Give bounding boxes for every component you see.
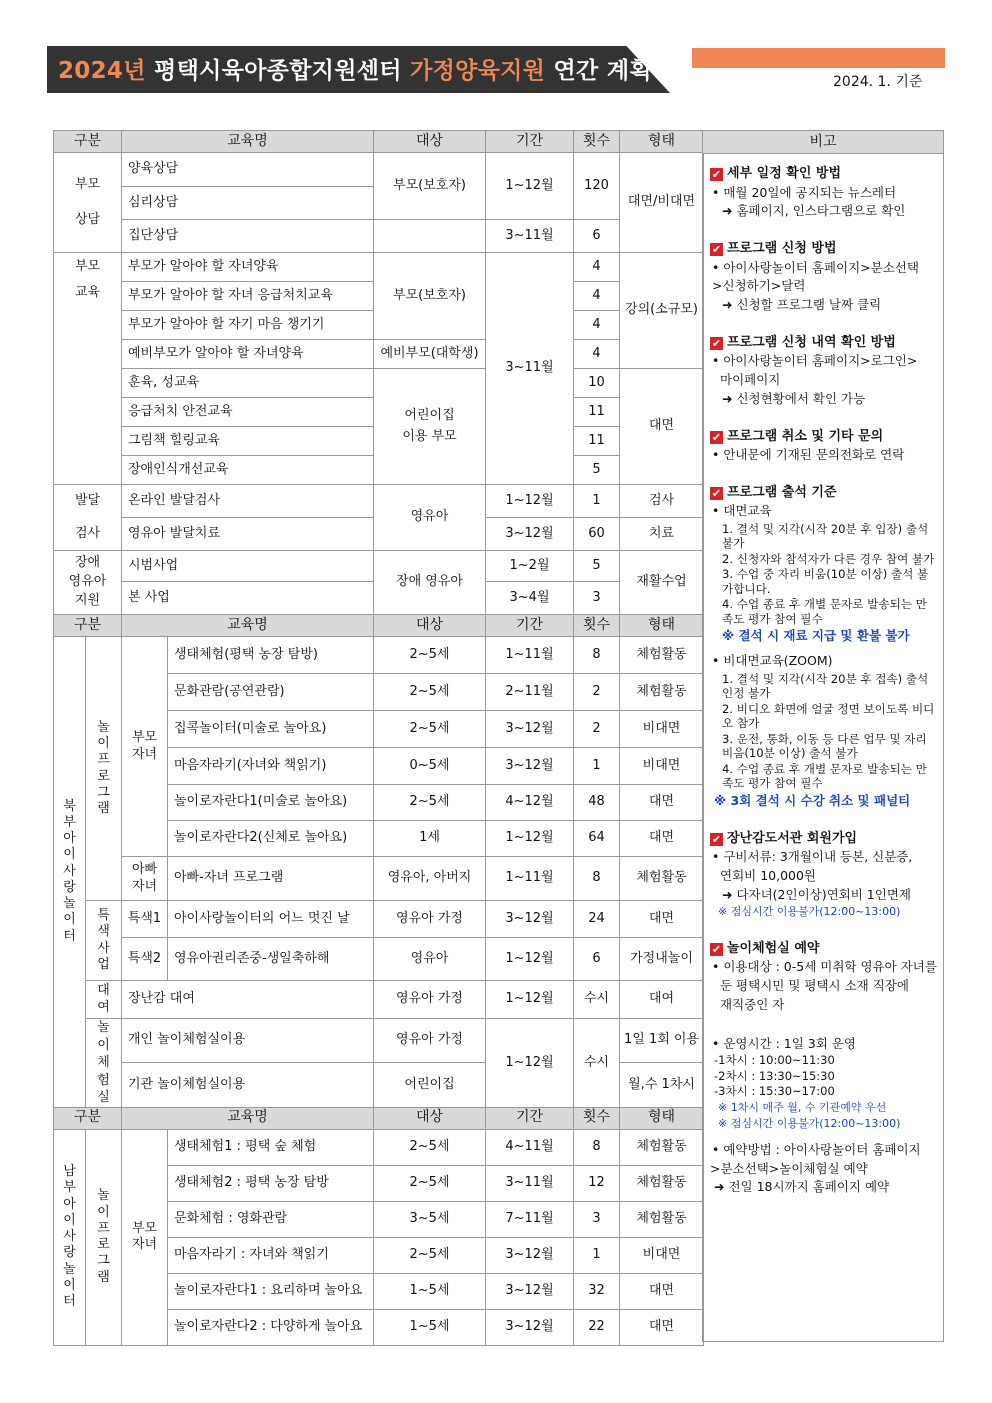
accent-bar — [692, 48, 945, 68]
special-label: 특 색 사 업 — [86, 901, 122, 981]
notes-section-title: ✔ 프로그램 취소 및 기타 문의 — [711, 428, 884, 444]
table-row — [54, 1019, 704, 1063]
table-row — [54, 369, 704, 398]
south-label: 남 부 아 이 사 랑 놀 이 터 — [54, 1129, 86, 1345]
period-cell: 7~11월 — [486, 1201, 574, 1237]
type-cell: 대면 — [620, 369, 704, 485]
type-cell: 재활수업 — [620, 551, 704, 615]
count-cell: 4 — [574, 253, 620, 282]
type-cell: 체험활동 — [620, 1165, 704, 1201]
play-program-label: 놀 이 프 로 그 램 — [86, 1129, 122, 1345]
table-header: 구분 교육명 대상 기간 횟수 형태 — [54, 615, 704, 637]
count-cell: 32 — [574, 1273, 620, 1309]
count-cell: 22 — [574, 1309, 620, 1345]
program-name: 시범사업 — [122, 551, 374, 582]
type-cell: 체험활동 — [620, 674, 704, 711]
type-cell: 가정내놀이 — [620, 938, 704, 981]
type-cell: 비대면 — [620, 1237, 704, 1273]
program-name: 생태체험(평택 농장 탐방) — [168, 637, 374, 674]
check-icon: ✔ — [711, 430, 722, 444]
program-name: 놀이로자란다2(신체로 놀아요) — [168, 821, 374, 857]
north-label: 북 부 아 이 사 랑 놀 이 터 — [54, 637, 86, 1108]
table-row — [54, 340, 704, 369]
type-cell: 체험활동 — [620, 1201, 704, 1237]
title-suffix: 연간 계획 — [553, 58, 652, 84]
count-cell: 1 — [574, 1237, 620, 1273]
count-cell: 60 — [574, 518, 620, 551]
table-row — [54, 981, 704, 1019]
target-cell: 영유아 가정 — [374, 1019, 486, 1063]
period-cell: 3~11월 — [486, 1165, 574, 1201]
header-target: 대상 — [374, 131, 486, 153]
header-category: 구분 — [54, 131, 122, 153]
count-cell: 4 — [574, 340, 620, 369]
table-row — [54, 901, 704, 938]
count-cell: 4 — [574, 311, 620, 340]
program-name: 기관 놀이체험실이용 — [122, 1062, 374, 1107]
target-cell: 부모(보호자) — [374, 253, 486, 340]
program-name: 생태체험2 : 평택 농장 탐방 — [168, 1165, 374, 1201]
program-name: 영유아권리존중-생일축하해 — [168, 938, 374, 981]
program-name: 예비부모가 알아야 할 자녀양육 — [122, 340, 374, 369]
count-cell: 5 — [574, 456, 620, 485]
period-cell: 3~12월 — [486, 1237, 574, 1273]
target-cell: 어린이집 — [374, 1062, 486, 1107]
type-cell: 대면 — [620, 1309, 704, 1345]
check-icon: ✔ — [711, 832, 722, 846]
target-cell: 1~5세 — [374, 1273, 486, 1309]
target-cell: 2~5세 — [374, 785, 486, 821]
check-icon: ✔ — [711, 243, 722, 256]
program-name: 마음자라기(자녀와 책읽기) — [168, 748, 374, 785]
program-name: 응급처치 안전교육 — [122, 398, 374, 427]
period-cell: 1~12월 — [486, 821, 574, 857]
type-cell: 강의(소규모) — [620, 253, 704, 369]
program-name: 아이사랑놀이터의 어느 멋진 날 — [168, 901, 374, 938]
target-cell: 1~5세 — [374, 1309, 486, 1345]
period-cell: 3~12월 — [486, 748, 574, 785]
header-count: 횟수 — [574, 131, 620, 153]
header-period: 기간 — [486, 131, 574, 153]
period-cell: 3~4월 — [486, 582, 574, 615]
period-cell: 3~12월 — [486, 901, 574, 938]
special-code: 특색1 — [122, 901, 168, 938]
period-cell: 3~11월 — [486, 220, 574, 253]
count-cell: 5 — [574, 551, 620, 582]
target-cell: 영유아, 아버지 — [374, 857, 486, 901]
room-label: 놀 이 체 험 실 — [86, 1019, 122, 1108]
table-header: 구분 교육명 대상 기간 횟수 형태 — [54, 1107, 704, 1129]
category-cell: 장애 영유아 지원 — [54, 551, 122, 615]
title-year: 2024년 — [58, 58, 146, 84]
program-name: 부모가 알아야 할 자기 마음 챙기기 — [122, 311, 374, 340]
reference-date: 2024. 1. 기준 — [833, 74, 923, 90]
target-cell: 부모(보호자) — [374, 153, 486, 220]
count-cell: 6 — [574, 220, 620, 253]
period-cell: 2~11월 — [486, 674, 574, 711]
notes-section-title: ✔ 프로그램 출석 기준 — [711, 484, 837, 500]
count-cell: 4 — [574, 282, 620, 311]
period-cell: 1~11월 — [486, 857, 574, 901]
period-cell: 3~12월 — [486, 1309, 574, 1345]
notes-section-title: ✔ 세부 일정 확인 방법 — [711, 166, 842, 181]
notes-panel: 비고 ✔ 세부 일정 확인 방법 • 매월 20일에 공지되는 뉴스레터 ➜ 홈페이지, 인스타그램으로 확인 ✔ 프로그램 신청 방법 • 아이사랑놀이터 홈페이지>분소선택 >신청하기>달력 ➜ 신청할 프로그램 날짜 클릭 ✔ 프로그램 신청 내역 확인 방법 • 아이사랑놀이터 홈페이지>로그인> 마이페이지 ➜ 신청현황에서 확인 가능 ✔ 프로그램 취소 및 기타 문의 • 안내문에 기재된 문의전화로 연락 ✔ 프로그램 출석 기준 • 대면교육 1. 결석 및 지각(시작 20분 후 입장) 출석 불가 2. 신청자와 참석자가 다른 경우 참여 불가 3. 수업 중 자리 비움(10분 이상) 출석 불가합니다. 4. 수업 종료 후 개별 문자로 발송되는 만족도 평가 참여 필수 ※ 결석 시 재료 지급 및 환불 불가 • 비대면교육(ZOOM) 1. 결석 및 지각(시작 20분 후 접속) 출석 인정 불가 2. 비디오 화면에 얼굴 정면 보이도록 비디오 참가 3. 운전, 통화, 이동 등 다른 업무 및 자리 비움(10분 이상) 출석 불가 4. 수업 종료 후 개별 문자로 발송되는 만족도 평가 참여 필수 ※ 3회 결석 시 수강 취소 및 패널티 ✔ 장난감도서관 회원가입 • 구비서류: 3개월이내 등본, 신분증, 연회비 10,000원 ➜ 다자녀(2인이상)연회비 1인면제 ※ 점심시간 이용불가(12:00~13:00) ✔ 놀이체험실 예약 • 이용대상 : 0-5세 미취학 영유아 자녀를 둔 평택시민 및 평택시 소재 직장에 재직중인 자 • 운영시간 : 1일 3회 운영 -1차시 : 10:00~11:30 -2차시 : 13:30~15:30 -3차시 : 15:30~17:00 ※ 1차시 매주 월, 수 기관예약 우선 ※ 점심시간 이용불가(12:00~13:00) • 예약방법 : 아이사랑놀이터 홈페이지 >분소선택>놀이체험실 예약 ➜ 전일 18시까지 홈페이지 예약 — [702, 130, 944, 1342]
table-row — [54, 938, 704, 981]
type-cell: 대여 — [620, 981, 704, 1019]
table-row — [54, 1129, 704, 1165]
period-cell: 1~11월 — [486, 637, 574, 674]
table-row — [54, 485, 704, 518]
program-name: 집콕놀이터(미술로 놀아요) — [168, 711, 374, 748]
count-cell: 8 — [574, 1129, 620, 1165]
program-name: 본 사업 — [122, 582, 374, 615]
target-cell: 2~5세 — [374, 674, 486, 711]
period-cell: 1~12월 — [486, 485, 574, 518]
program-name: 집단상담 — [122, 220, 374, 253]
period-cell: 1~12월 — [486, 153, 574, 220]
program-name: 놀이로자란다1(미술로 놀아요) — [168, 785, 374, 821]
period-cell: 1~2월 — [486, 551, 574, 582]
count-cell: 1 — [574, 485, 620, 518]
notes-section-title: ✔ 프로그램 신청 내역 확인 방법 — [711, 334, 896, 350]
target-cell: 영유아 가정 — [374, 901, 486, 938]
target-cell: 영유아 가정 — [374, 981, 486, 1019]
count-cell: 64 — [574, 821, 620, 857]
target-cell: 영유아 — [374, 938, 486, 981]
count-cell: 24 — [574, 901, 620, 938]
program-name: 장애인식개선교육 — [122, 456, 374, 485]
count-cell: 120 — [574, 153, 620, 220]
rent-label: 대 여 — [86, 981, 122, 1019]
target-cell: 2~5세 — [374, 1165, 486, 1201]
period-cell: 3~12월 — [486, 1273, 574, 1309]
type-cell: 비대면 — [620, 711, 704, 748]
count-cell: 8 — [574, 857, 620, 901]
period-cell: 1~12월 — [486, 981, 574, 1019]
dad-child-label: 아빠 자녀 — [122, 857, 168, 901]
target-cell: 1세 — [374, 821, 486, 857]
category-cell: 부모 상담 — [54, 153, 122, 253]
program-name: 온라인 발달검사 — [122, 485, 374, 518]
count-cell: 수시 — [574, 981, 620, 1019]
count-cell: 3 — [574, 582, 620, 615]
count-cell: 3 — [574, 1201, 620, 1237]
special-code: 특색2 — [122, 938, 168, 981]
program-name: 마음자라기 : 자녀와 책읽기 — [168, 1237, 374, 1273]
count-cell: 11 — [574, 427, 620, 456]
target-cell: 2~5세 — [374, 711, 486, 748]
notes-section-title: ✔ 장난감도서관 회원가입 — [711, 830, 858, 846]
period-cell: 3~11월 — [486, 253, 574, 485]
count-cell: 2 — [574, 711, 620, 748]
category-cell: 발달 검사 — [54, 485, 122, 551]
type-cell: 대면/비대면 — [620, 153, 704, 253]
type-cell: 월,수 1차시 — [620, 1062, 704, 1107]
count-cell: 10 — [574, 369, 620, 398]
period-cell: 4~11월 — [486, 1129, 574, 1165]
count-cell: 1 — [574, 748, 620, 785]
program-name: 심리상담 — [122, 187, 374, 220]
count-cell: 6 — [574, 938, 620, 981]
target-cell: 영유아 — [374, 485, 486, 551]
count-cell: 수시 — [574, 1019, 620, 1108]
header-program: 교육명 — [122, 131, 374, 153]
notes-section-title: ✔ 프로그램 신청 방법 — [711, 241, 837, 256]
target-cell: 2~5세 — [374, 637, 486, 674]
notes-header: 비고 — [703, 131, 943, 154]
program-name: 개인 놀이체험실이용 — [122, 1019, 374, 1063]
table-row — [54, 551, 704, 582]
title-program: 가정양육지원 — [410, 58, 546, 84]
program-name: 그림책 힐링교육 — [122, 427, 374, 456]
type-cell: 대면 — [620, 821, 704, 857]
program-name: 부모가 알아야 할 자녀 응급처치교육 — [122, 282, 374, 311]
table-row — [54, 857, 704, 901]
type-cell: 1일 1회 이용 — [620, 1019, 704, 1063]
page-title — [58, 52, 652, 85]
program-name: 문화관람(공연관람) — [168, 674, 374, 711]
category-cell: 부모 교육 — [54, 253, 122, 485]
program-name: 훈육, 성교육 — [122, 369, 374, 398]
type-cell: 대면 — [620, 1273, 704, 1309]
check-icon: ✔ — [711, 942, 722, 956]
table-header — [54, 131, 704, 153]
type-cell: 대면 — [620, 901, 704, 938]
parent-child-label: 부모 자녀 — [122, 637, 168, 857]
table-row — [54, 153, 704, 187]
target-cell: 장애 영유아 — [374, 551, 486, 615]
table-row — [54, 220, 704, 253]
type-cell: 대면 — [620, 785, 704, 821]
type-cell: 검사 — [620, 485, 704, 518]
annual-plan-table — [53, 130, 704, 1346]
table-row — [54, 253, 704, 282]
period-cell: 1~12월 — [486, 938, 574, 981]
program-name: 영유아 발달치료 — [122, 518, 374, 551]
header-type: 형태 — [620, 131, 704, 153]
type-cell: 치료 — [620, 518, 704, 551]
target-cell — [374, 220, 486, 253]
program-name: 부모가 알아야 할 자녀양육 — [122, 253, 374, 282]
program-name: 놀이로자란다2 : 다양하게 놀아요 — [168, 1309, 374, 1345]
period-cell: 3~12월 — [486, 518, 574, 551]
target-cell: 어린이집 이용 부모 — [374, 369, 486, 485]
check-icon: ✔ — [711, 336, 722, 350]
parent-child-label: 부모 자녀 — [122, 1129, 168, 1345]
count-cell: 11 — [574, 398, 620, 427]
count-cell: 8 — [574, 637, 620, 674]
type-cell: 비대면 — [620, 748, 704, 785]
target-cell: 예비부모(대학생) — [374, 340, 486, 369]
program-name: 생태체험1 : 평택 숲 체험 — [168, 1129, 374, 1165]
check-icon: ✔ — [711, 486, 722, 500]
program-name: 놀이로자란다1 : 요리하며 놀아요 — [168, 1273, 374, 1309]
count-cell: 2 — [574, 674, 620, 711]
play-program-label: 놀 이 프 로 그 램 — [86, 637, 122, 901]
check-icon: ✔ — [711, 168, 722, 181]
count-cell: 48 — [574, 785, 620, 821]
period-cell: 4~12월 — [486, 785, 574, 821]
title-center: 평택시육아종합지원센터 — [154, 58, 402, 84]
type-cell: 체험활동 — [620, 857, 704, 901]
target-cell: 2~5세 — [374, 1129, 486, 1165]
target-cell: 3~5세 — [374, 1201, 486, 1237]
target-cell: 0~5세 — [374, 748, 486, 785]
program-name: 아빠-자녀 프로그램 — [168, 857, 374, 901]
program-name: 장난감 대여 — [122, 981, 374, 1019]
period-cell: 1~12월 — [486, 1019, 574, 1108]
table-row — [54, 637, 704, 674]
notes-section-title: ✔ 놀이체험실 예약 — [711, 940, 820, 956]
program-name: 문화체험 : 영화관람 — [168, 1201, 374, 1237]
program-name: 양육상담 — [122, 153, 374, 187]
type-cell: 체험활동 — [620, 637, 704, 674]
type-cell: 체험활동 — [620, 1129, 704, 1165]
period-cell: 3~12월 — [486, 711, 574, 748]
target-cell: 2~5세 — [374, 1237, 486, 1273]
count-cell: 12 — [574, 1165, 620, 1201]
